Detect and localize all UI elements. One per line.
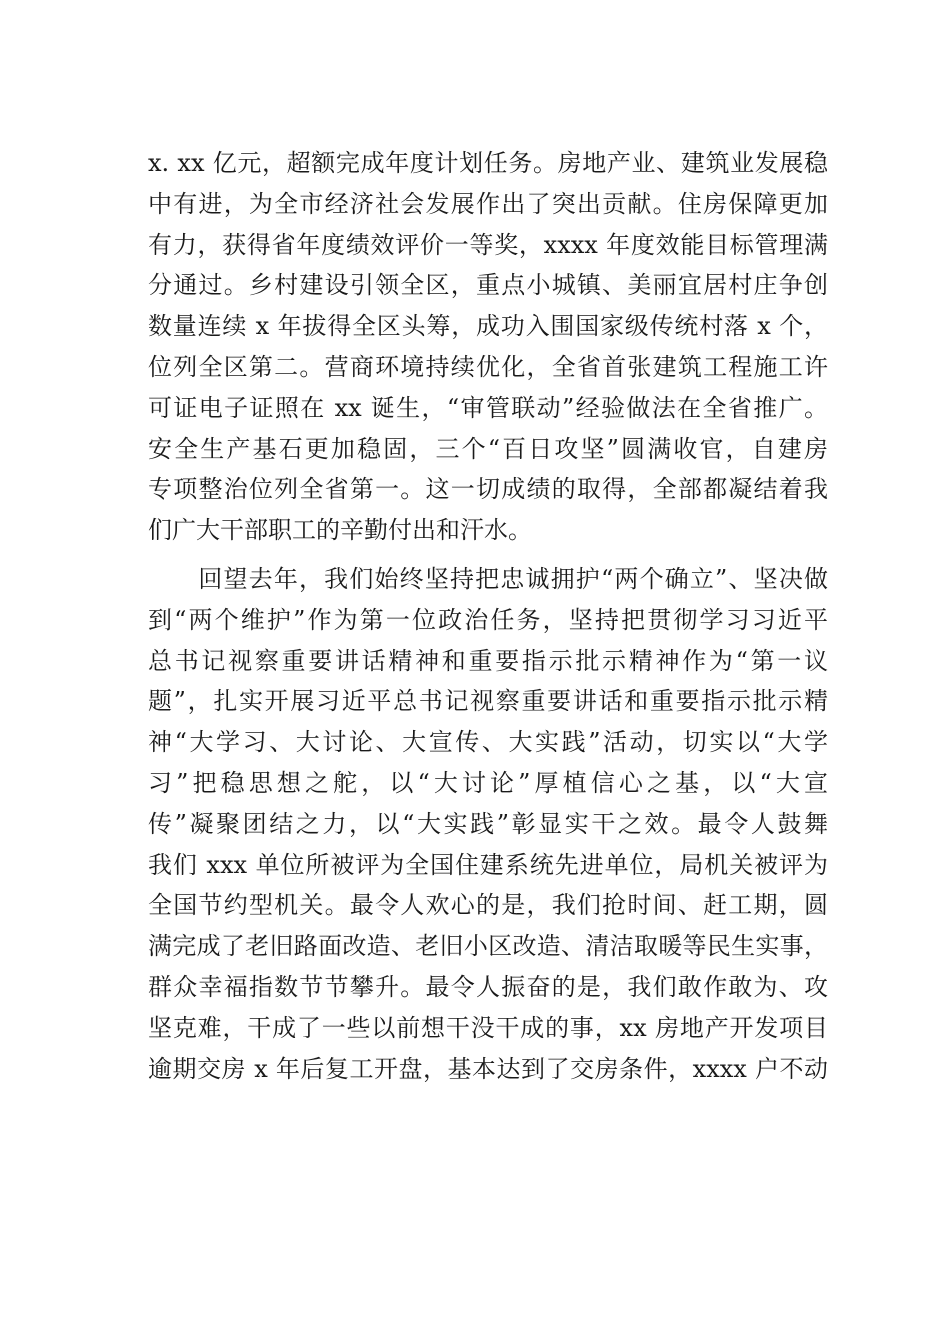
text-line: 神“大学习、大讨论、大宣传、大实践”活动，切实以“大学 (148, 728, 828, 757)
text-line: 满完成了老旧路面改造、老旧小区改造、清洁取暖等民生实事， (148, 932, 828, 961)
text-line: 总书记视察重要讲话精神和重要指示批示精神作为“第一议 (148, 646, 828, 675)
text-line: 可证电子证照在 xx 诞生，“审管联动”经验做法在全省推广。 (148, 393, 828, 422)
text-line: 们广大干部职工的辛勤付出和汗水。 (148, 516, 532, 545)
text-line: 群众幸福指数节节攀升。最令人振奋的是，我们敢作敢为、攻 (148, 972, 828, 1001)
text-line: 中有进，为全市经济社会发展作出了突出贡献。住房保障更加 (148, 189, 828, 218)
text-line: 回望去年，我们始终坚持把忠诚拥护“两个确立”、坚决做 (148, 564, 828, 593)
text-line: 位列全区第二。营商环境持续优化，全省首张建筑工程施工许 (148, 352, 828, 381)
text-line: 到“两个维护”作为第一位政治任务，坚持把贯彻学习习近平 (148, 605, 828, 634)
text-line: 数量连续 x 年拔得全区头筹，成功入围国家级传统村落 x 个， (148, 312, 828, 341)
text-line: 安全生产基石更加稳固，三个“百日攻坚”圆满收官，自建房 (148, 434, 828, 463)
text-line: x. xx 亿元，超额完成年度计划任务。房地产业、建筑业发展稳 (148, 149, 828, 177)
text-line: 坚克难，干成了一些以前想干没干成的事，xx 房地产开发项目 (148, 1013, 828, 1042)
text-line: 有力，获得省年度绩效评价一等奖，xxxx 年度效能目标管理满 (148, 230, 828, 259)
text-line: 分通过。乡村建设引领全区，重点小城镇、美丽宜居村庄争创 (148, 271, 828, 300)
text-line: 专项整治位列全省第一。这一切成绩的取得，全部都凝结着我 (148, 475, 828, 504)
text-line: 题”，扎实开展习近平总书记视察重要讲话和重要指示批示精 (148, 687, 828, 716)
paragraph-1 (148, 143, 828, 551)
text-line: 我们 xxx 单位所被评为全国住建系统先进单位，局机关被评为 (148, 850, 828, 879)
paragraph-spacer (148, 551, 828, 559)
text-line: 传”凝聚团结之力，以“大实践”彰显实干之效。最令人鼓舞 (148, 809, 828, 838)
text-line: 逾期交房 x 年后复工开盘，基本达到了交房条件，xxxx 户不动 (148, 1054, 828, 1083)
text-line: 全国节约型机关。最令人欢心的是，我们抢时间、赶工期，圆 (148, 891, 828, 920)
text-line: 习”把稳思想之舵，以“大讨论”厚植信心之基，以“大宣 (148, 768, 828, 797)
document-body (148, 143, 828, 1089)
paragraph-2 (148, 559, 828, 1089)
